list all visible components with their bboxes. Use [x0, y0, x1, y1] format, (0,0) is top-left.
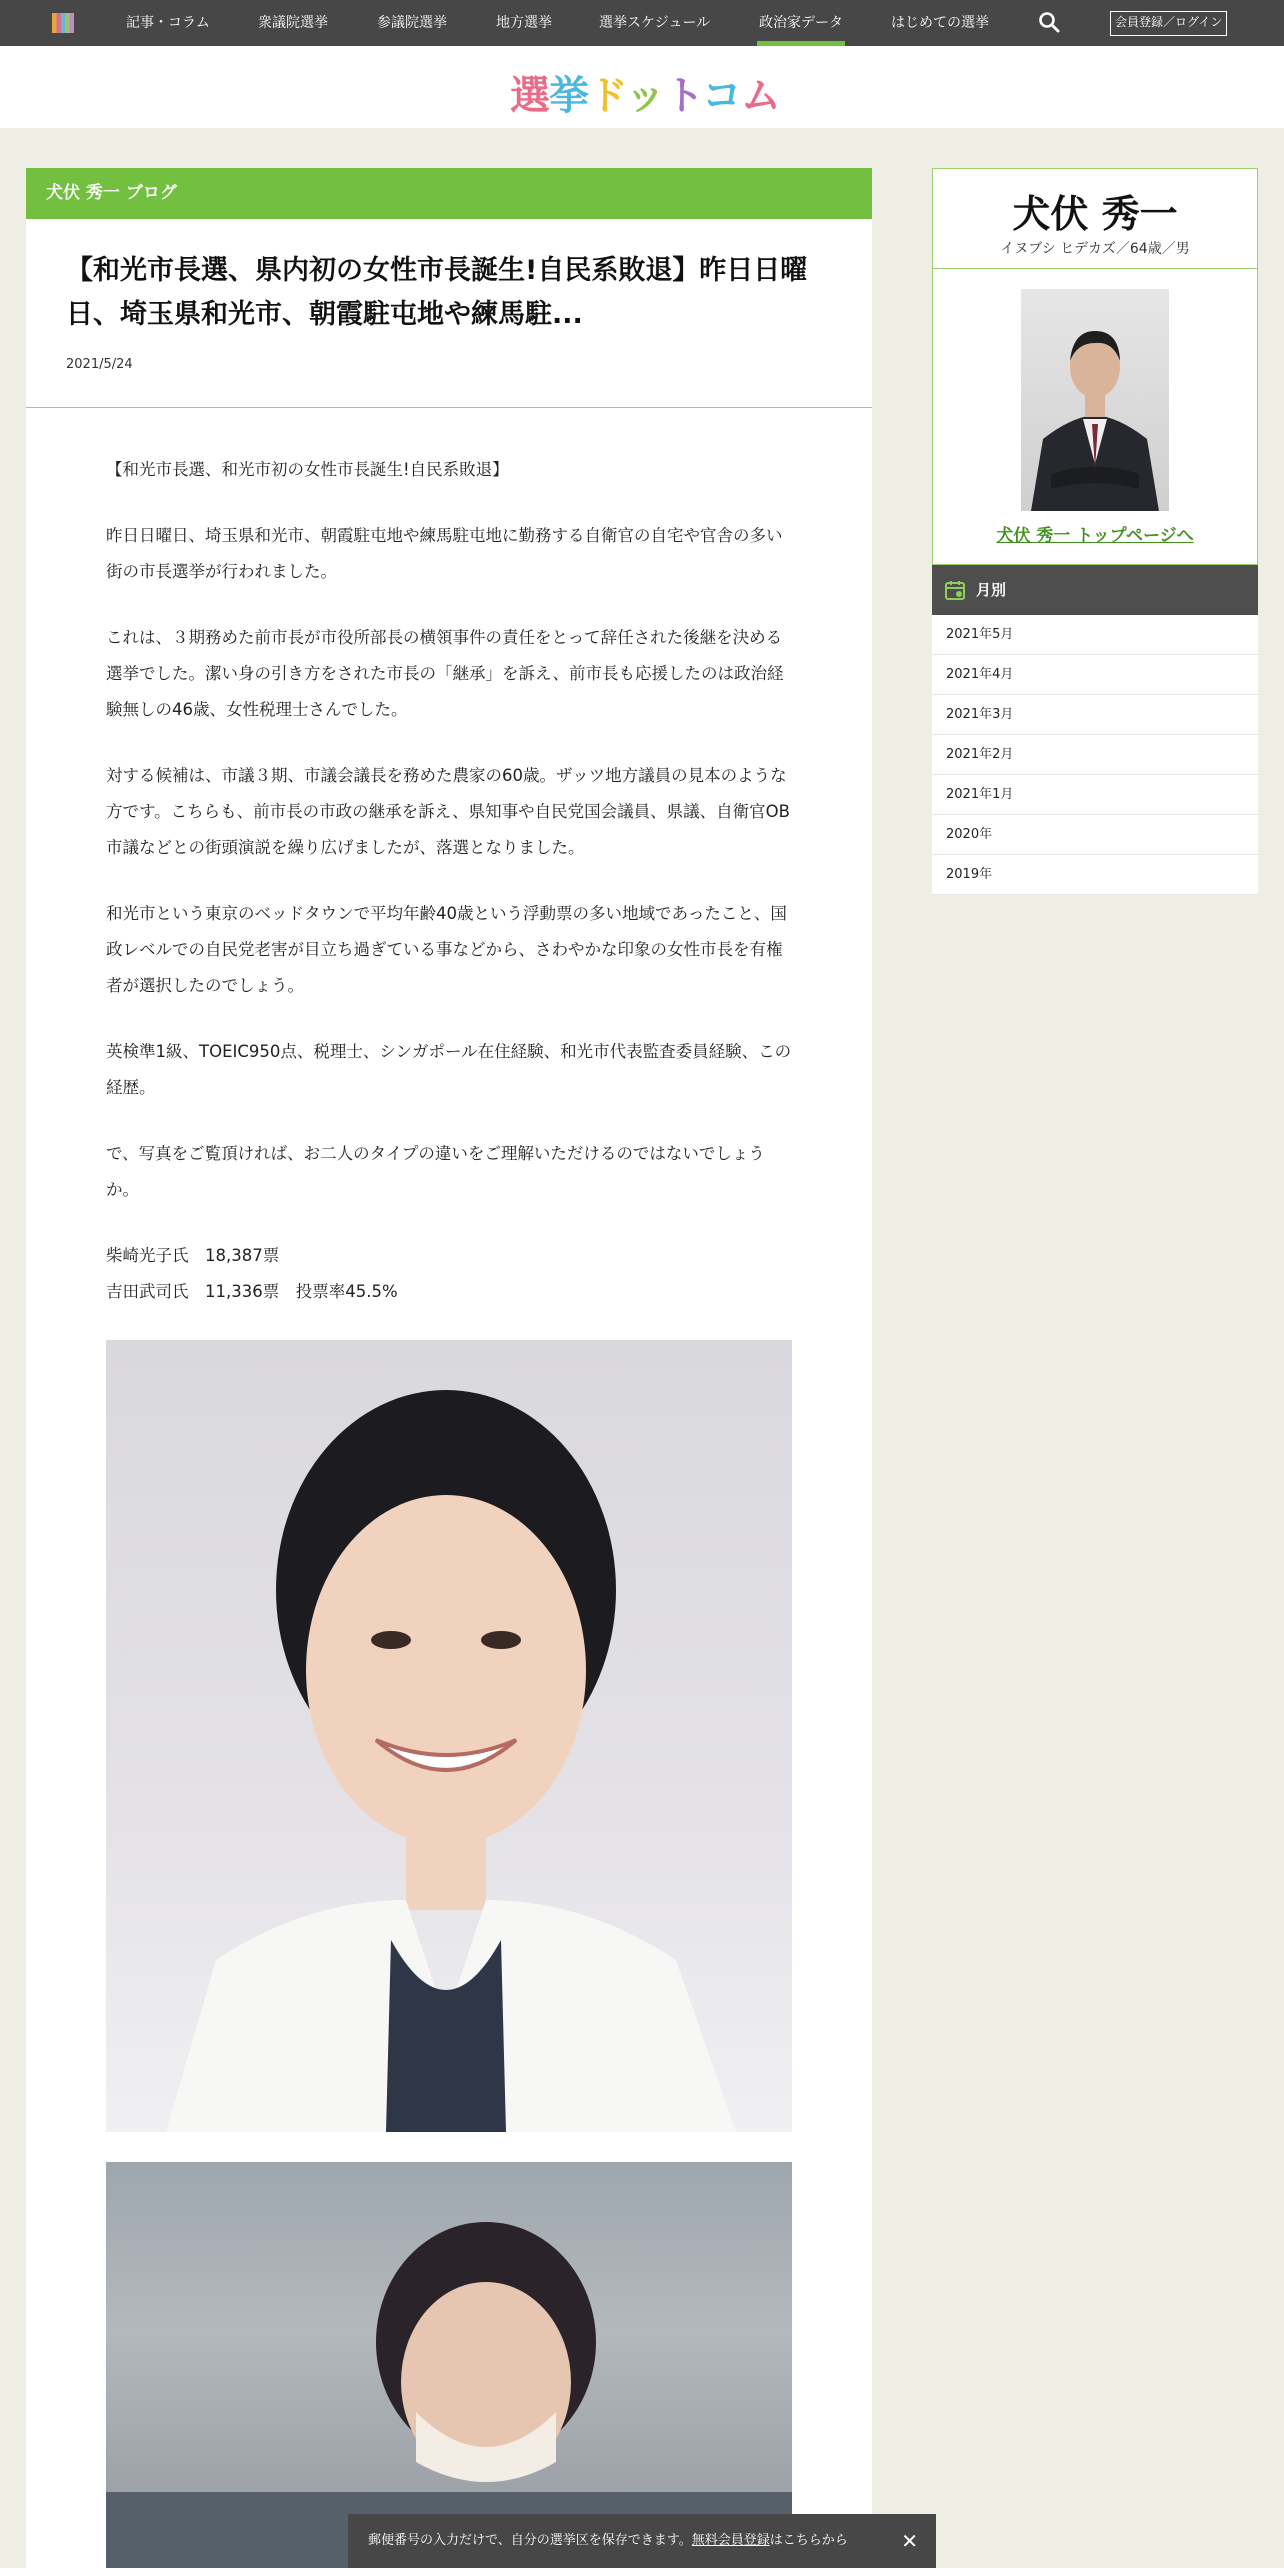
nav-item-local-elections[interactable]: 地方選挙 [496, 15, 552, 31]
paragraph: 英検準1級、TOEIC950点、税理士、シンガポール在住経験、和光市代表監査委員経験、この経歴。 [106, 1042, 792, 1097]
profile-top-link[interactable]: 犬伏 秀一 トップページへ [996, 526, 1194, 546]
blog-section-label: 犬伏 秀一 ブログ [26, 168, 872, 219]
nav-item-house-of-representatives[interactable]: 衆議院選挙 [258, 15, 328, 31]
profile-kana-info: イヌブシ ヒデカズ／64歳／男 [933, 229, 1257, 269]
article-date: 2021/5/24 [66, 357, 133, 372]
paragraph: 対する候補は、市議３期、市議会議長を務めた農家の60歳。ザッツ地方議員の見本のような方です。こちらも、前市長の市政の継承を訴え、県知事や自民党国会議員、県議、自衛官OB市議などとの街頭演説を繰り広げましたが、落選となりました。 [106, 766, 790, 857]
result-line: 柴崎光子氏 18,387票 [106, 1246, 280, 1265]
top-nav [0, 0, 1284, 46]
close-icon[interactable]: ✕ [901, 2529, 918, 2553]
paragraph: で、写真をご覧頂ければ、お二人のタイプの違いをご理解いただけるのではないでしょうか。 [106, 1144, 765, 1199]
archive-heading-label: 月別 [976, 581, 1007, 599]
archive-item[interactable]: 2021年3月 [932, 695, 1258, 735]
article-body [26, 408, 872, 2568]
archive-item[interactable]: 2021年1月 [932, 775, 1258, 815]
candidate-photo [106, 2162, 792, 2568]
archive-item[interactable]: 2021年2月 [932, 735, 1258, 775]
result-line: 吉田武司氏 11,336票 投票率45.5% [106, 1282, 398, 1301]
article-title: 【和光市長選、県内初の女性市長誕生!自民系敗退】昨日日曜日、埼玉県和光市、朝霞駐屯地や練馬駐... [66, 255, 808, 330]
paragraph: 【和光市長選、和光市初の女性市長誕生!自民系敗退】 [106, 460, 509, 479]
nav-item-articles[interactable]: 記事・コラム [126, 15, 210, 31]
nav-item-house-of-councillors[interactable]: 参議院選挙 [377, 15, 447, 31]
registration-toast [348, 2514, 936, 2568]
profile-name: 犬伏 秀一 [1012, 192, 1178, 236]
archive-heading [932, 565, 1258, 615]
nav-item-politician-data[interactable]: 政治家データ [759, 0, 843, 46]
paragraph: これは、３期務めた前市長が市役所部長の横領事件の責任をとって辞任された後継を決める選挙でした。潔い身の引き方をされた市長の「継承」を訴え、前市長も応援したのは政治経験無しの46歳、女性税理士さんでした。 [106, 628, 784, 719]
profile-card [932, 168, 1258, 565]
archive-item[interactable]: 2021年5月 [932, 615, 1258, 655]
article-panel [26, 168, 872, 2568]
search-icon[interactable] [1038, 11, 1062, 35]
free-registration-link[interactable]: 無料会員登録 [691, 2533, 770, 2548]
archive-item[interactable]: 2020年 [932, 815, 1258, 855]
nav-item-schedule[interactable]: 選挙スケジュール [599, 15, 711, 31]
paragraph: 昨日日曜日、埼玉県和光市、朝霞駐屯地や練馬駐屯地に勤務する自衛官の自宅や官舎の多い街の市長選挙が行われました。 [106, 526, 783, 581]
calendar-icon [944, 579, 966, 601]
candidate-photo [106, 1340, 792, 2132]
archive-item[interactable]: 2019年 [932, 855, 1258, 895]
site-logo[interactable]: 選挙ドットコム [510, 73, 780, 119]
login-button[interactable]: 会員登録／ログイン [1110, 11, 1227, 36]
archive-item[interactable]: 2021年4月 [932, 655, 1258, 695]
toast-text-after: はこちらから [769, 2533, 848, 2548]
sidebar [932, 168, 1258, 895]
profile-photo[interactable] [1021, 289, 1169, 511]
paragraph: 和光市という東京のベッドタウンで平均年齢40歳という浮動票の多い地域であったこと、国政レベルでの自民党老害が目立ち過ぎている事などから、さわやかな印象の女性市長を有権者が選択したのでしょう。 [106, 904, 787, 995]
site-icon[interactable] [52, 13, 74, 33]
brand-bar [0, 46, 1284, 128]
toast-text: 郵便番号の入力だけで、自分の選挙区を保存できます。 [368, 2533, 692, 2548]
nav-item-first-election[interactable]: はじめての選挙 [891, 15, 989, 31]
archive-list [932, 615, 1258, 895]
